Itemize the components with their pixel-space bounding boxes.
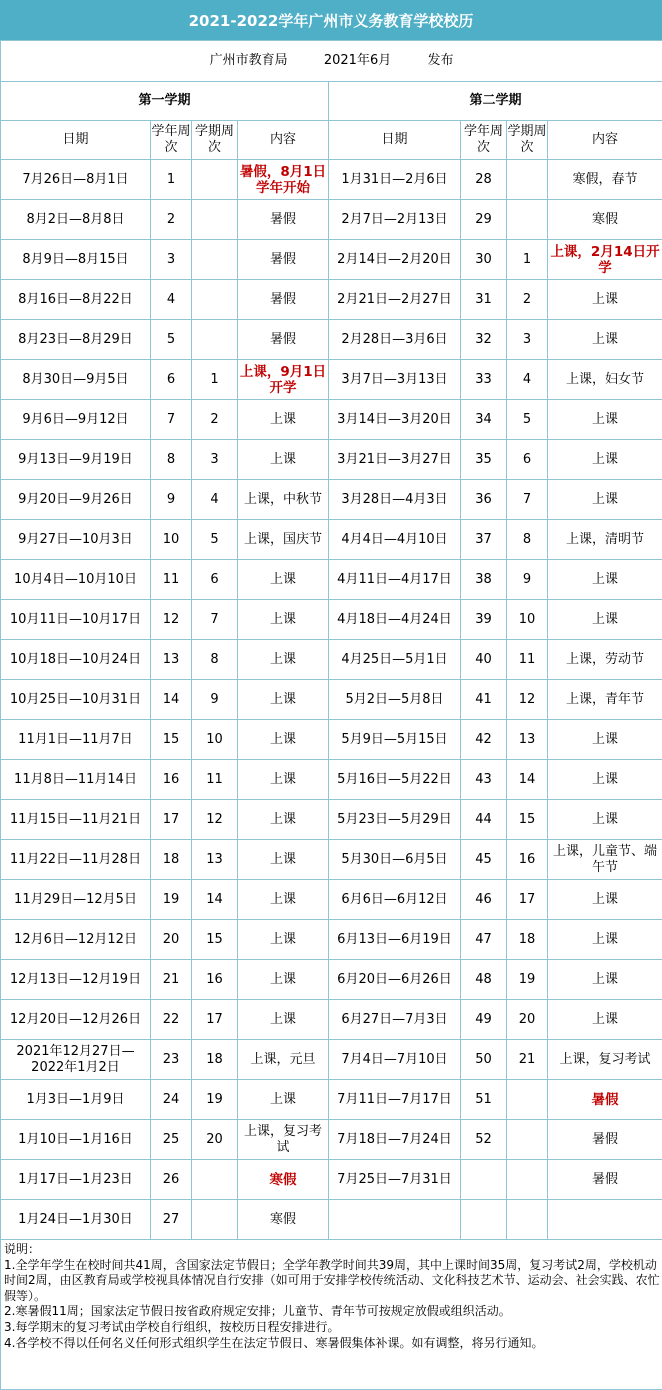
cell-content-1: 上课	[238, 720, 329, 760]
cell-date-1: 10月25日—10月31日	[1, 680, 151, 720]
cell-school-week-1: 4	[151, 280, 192, 320]
cell-content-1: 上课，元旦	[238, 1040, 329, 1080]
cell-content-1: 上课	[238, 600, 329, 640]
cell-content-2: 上课	[548, 600, 662, 640]
cell-school-week-1: 19	[151, 880, 192, 920]
cell-date-2: 4月25日—5月1日	[329, 640, 461, 680]
cell-date-1: 1月3日—1月9日	[1, 1080, 151, 1120]
col-content-1: 内容	[238, 121, 329, 160]
cell-term-week-2: 5	[507, 400, 548, 440]
cell-content-1: 寒假	[238, 1160, 329, 1200]
cell-term-week-2: 11	[507, 640, 548, 680]
cell-school-week-2: 32	[461, 320, 507, 360]
cell-content-1: 暑假，8月1日学年开始	[238, 160, 329, 200]
cell-content-1: 上课，复习考试	[238, 1120, 329, 1160]
cell-content-1: 寒假	[238, 1200, 329, 1240]
cell-content-1: 上课	[238, 1000, 329, 1040]
cell-term-week-1: 2	[192, 400, 238, 440]
cell-school-week-2: 38	[461, 560, 507, 600]
cell-date-2: 7月18日—7月24日	[329, 1120, 461, 1160]
cell-content-1: 上课	[238, 960, 329, 1000]
cell-school-week-2: 49	[461, 1000, 507, 1040]
cell-term-week-2: 1	[507, 240, 548, 280]
cell-date-1: 8月9日—8月15日	[1, 240, 151, 280]
cell-term-week-2: 21	[507, 1040, 548, 1080]
cell-date-2: 6月6日—6月12日	[329, 880, 461, 920]
cell-date-2: 7月4日—7月10日	[329, 1040, 461, 1080]
cell-content-1: 上课	[238, 440, 329, 480]
cell-content-1: 上课	[238, 880, 329, 920]
cell-term-week-2: 13	[507, 720, 548, 760]
cell-term-week-2	[507, 1160, 548, 1200]
cell-school-week-1: 7	[151, 400, 192, 440]
cell-school-week-1: 27	[151, 1200, 192, 1240]
cell-term-week-2: 18	[507, 920, 548, 960]
cell-date-2: 3月14日—3月20日	[329, 400, 461, 440]
cell-date-2: 2月28日—3月6日	[329, 320, 461, 360]
cell-content-2: 上课，复习考试	[548, 1040, 662, 1080]
cell-school-week-2: 30	[461, 240, 507, 280]
cell-school-week-1: 9	[151, 480, 192, 520]
table-row	[1, 840, 662, 880]
cell-content-1: 暑假	[238, 320, 329, 360]
cell-term-week-1: 18	[192, 1040, 238, 1080]
cell-school-week-2: 37	[461, 520, 507, 560]
cell-date-1: 1月24日—1月30日	[1, 1200, 151, 1240]
cell-school-week-2: 44	[461, 800, 507, 840]
cell-date-1: 12月13日—12月19日	[1, 960, 151, 1000]
cell-date-1: 7月26日—8月1日	[1, 160, 151, 200]
cell-date-1: 10月11日—10月17日	[1, 600, 151, 640]
cell-term-week-2: 12	[507, 680, 548, 720]
table-row	[1, 920, 662, 960]
table-row	[1, 600, 662, 640]
cell-term-week-1: 14	[192, 880, 238, 920]
cell-date-2: 7月25日—7月31日	[329, 1160, 461, 1200]
cell-content-1: 上课	[238, 920, 329, 960]
table-row	[1, 1000, 662, 1040]
cell-date-1: 1月10日—1月16日	[1, 1120, 151, 1160]
cell-school-week-2: 51	[461, 1080, 507, 1120]
cell-content-1: 上课	[238, 1080, 329, 1120]
note-item: 1.全学年学生在校时间共41周，含国家法定节假日；全学年教学时间共39周，其中上课时间35周，复习考试2周，学校机动时间2周，由区教育局或学校视具体情况自行安排（如可用于安排学校传统活动、文化科技艺术节、运动会、社会实践、农忙假等）。	[4, 1258, 660, 1305]
cell-term-week-2	[507, 1080, 548, 1120]
cell-content-2: 上课	[548, 800, 662, 840]
cell-school-week-2: 45	[461, 840, 507, 880]
cell-school-week-1: 1	[151, 160, 192, 200]
note-item: 4.各学校不得以任何名义任何形式组织学生在法定节假日、寒暑假集体补课。如有调整，将另行通知。	[4, 1336, 660, 1352]
cell-term-week-1	[192, 1200, 238, 1240]
cell-term-week-1: 17	[192, 1000, 238, 1040]
cell-school-week-2: 52	[461, 1120, 507, 1160]
table-row	[1, 1040, 662, 1080]
cell-date-1: 11月22日—11月28日	[1, 840, 151, 880]
cell-school-week-1: 26	[151, 1160, 192, 1200]
table-row	[1, 400, 662, 440]
cell-term-week-1: 4	[192, 480, 238, 520]
cell-date-2: 3月7日—3月13日	[329, 360, 461, 400]
cell-date-1: 11月29日—12月5日	[1, 880, 151, 920]
cell-content-1: 上课	[238, 560, 329, 600]
cell-school-week-1: 3	[151, 240, 192, 280]
col-date-2: 日期	[329, 121, 461, 160]
cell-term-week-1	[192, 200, 238, 240]
note-item: 2.寒暑假11周；国家法定节假日按省政府规定安排；儿童节、青年节可按规定放假或组织活动。	[4, 1304, 660, 1320]
cell-term-week-2: 15	[507, 800, 548, 840]
semester-header-row	[1, 82, 662, 121]
cell-date-1: 8月23日—8月29日	[1, 320, 151, 360]
cell-content-1: 上课	[238, 400, 329, 440]
cell-date-2: 3月28日—4月3日	[329, 480, 461, 520]
cell-date-1: 11月15日—11月21日	[1, 800, 151, 840]
cell-school-week-1: 11	[151, 560, 192, 600]
cell-content-2: 上课	[548, 440, 662, 480]
notes-heading: 说明：	[4, 1242, 660, 1258]
table-row	[1, 240, 662, 280]
cell-school-week-2: 47	[461, 920, 507, 960]
cell-term-week-2: 7	[507, 480, 548, 520]
cell-term-week-1: 16	[192, 960, 238, 1000]
cell-term-week-1: 1	[192, 360, 238, 400]
cell-school-week-2: 40	[461, 640, 507, 680]
cell-date-1: 9月13日—9月19日	[1, 440, 151, 480]
cell-term-week-2: 19	[507, 960, 548, 1000]
cell-school-week-1: 2	[151, 200, 192, 240]
cell-term-week-1	[192, 160, 238, 200]
first-semester-header: 第一学期	[1, 82, 329, 121]
cell-school-week-1: 14	[151, 680, 192, 720]
cell-school-week-2: 46	[461, 880, 507, 920]
cell-content-1: 上课	[238, 760, 329, 800]
cell-term-week-2: 9	[507, 560, 548, 600]
cell-term-week-1	[192, 240, 238, 280]
cell-content-2: 上课，青年节	[548, 680, 662, 720]
cell-content-2: 上课	[548, 560, 662, 600]
cell-term-week-2	[507, 1120, 548, 1160]
cell-content-2: 上课	[548, 880, 662, 920]
cell-term-week-1	[192, 1160, 238, 1200]
cell-term-week-2: 14	[507, 760, 548, 800]
cell-term-week-1: 8	[192, 640, 238, 680]
cell-date-2: 4月18日—4月24日	[329, 600, 461, 640]
cell-date-1: 10月18日—10月24日	[1, 640, 151, 680]
col-content-2: 内容	[548, 121, 662, 160]
col-school-week-2: 学年周次	[461, 121, 507, 160]
cell-school-week-1: 6	[151, 360, 192, 400]
cell-content-1: 上课，国庆节	[238, 520, 329, 560]
cell-date-2: 3月21日—3月27日	[329, 440, 461, 480]
cell-term-week-2: 10	[507, 600, 548, 640]
cell-school-week-2: 42	[461, 720, 507, 760]
cell-date-2: 2月7日—2月13日	[329, 200, 461, 240]
cell-date-1: 8月2日—8月8日	[1, 200, 151, 240]
cell-term-week-1: 5	[192, 520, 238, 560]
second-semester-header: 第二学期	[329, 82, 662, 121]
cell-content-2: 上课，儿童节、端午节	[548, 840, 662, 880]
table-row	[1, 800, 662, 840]
cell-date-2: 6月27日—7月3日	[329, 1000, 461, 1040]
cell-term-week-1: 15	[192, 920, 238, 960]
cell-term-week-1	[192, 280, 238, 320]
publisher-row	[1, 41, 662, 82]
cell-date-2	[329, 1200, 461, 1240]
table-row	[1, 440, 662, 480]
cell-school-week-1: 12	[151, 600, 192, 640]
table-row	[1, 760, 662, 800]
school-calendar-table	[0, 40, 662, 1240]
cell-term-week-2: 8	[507, 520, 548, 560]
cell-content-2: 上课	[548, 920, 662, 960]
cell-content-2: 上课	[548, 320, 662, 360]
cell-content-2: 上课	[548, 1000, 662, 1040]
cell-term-week-2	[507, 1200, 548, 1240]
cell-content-2: 暑假	[548, 1080, 662, 1120]
cell-school-week-1: 22	[151, 1000, 192, 1040]
cell-term-week-1: 20	[192, 1120, 238, 1160]
cell-date-2: 4月4日—4月10日	[329, 520, 461, 560]
cell-content-2: 上课，2月14日开学	[548, 240, 662, 280]
publisher-org: 广州市教育局	[210, 53, 288, 69]
cell-content-2: 暑假	[548, 1160, 662, 1200]
cell-term-week-2	[507, 160, 548, 200]
cell-school-week-2: 28	[461, 160, 507, 200]
cell-content-2: 上课	[548, 280, 662, 320]
cell-school-week-2	[461, 1200, 507, 1240]
cell-school-week-1: 23	[151, 1040, 192, 1080]
table-row	[1, 480, 662, 520]
cell-content-1: 暑假	[238, 200, 329, 240]
cell-term-week-2: 17	[507, 880, 548, 920]
cell-date-1: 2021年12月27日—2022年1月2日	[1, 1040, 151, 1080]
cell-school-week-1: 24	[151, 1080, 192, 1120]
cell-content-2: 上课	[548, 720, 662, 760]
cell-content-2: 上课	[548, 480, 662, 520]
cell-content-2: 上课	[548, 760, 662, 800]
cell-content-1: 暑假	[238, 240, 329, 280]
cell-term-week-1: 11	[192, 760, 238, 800]
cell-date-1: 8月30日—9月5日	[1, 360, 151, 400]
cell-school-week-1: 15	[151, 720, 192, 760]
cell-date-2: 2月14日—2月20日	[329, 240, 461, 280]
cell-content-1: 暑假	[238, 280, 329, 320]
cell-school-week-1: 21	[151, 960, 192, 1000]
cell-term-week-1: 7	[192, 600, 238, 640]
note-item: 3.每学期末的复习考试由学校自行组织，按校历日程安排进行。	[4, 1320, 660, 1336]
cell-school-week-1: 18	[151, 840, 192, 880]
cell-school-week-1: 20	[151, 920, 192, 960]
cell-school-week-1: 25	[151, 1120, 192, 1160]
cell-term-week-1: 12	[192, 800, 238, 840]
cell-date-2: 2月21日—2月27日	[329, 280, 461, 320]
cell-date-2: 6月13日—6月19日	[329, 920, 461, 960]
cell-date-2: 5月30日—6月5日	[329, 840, 461, 880]
col-date-1: 日期	[1, 121, 151, 160]
cell-school-week-2: 29	[461, 200, 507, 240]
cell-term-week-1: 19	[192, 1080, 238, 1120]
cell-term-week-1: 13	[192, 840, 238, 880]
cell-term-week-1: 6	[192, 560, 238, 600]
cell-content-2: 上课，妇女节	[548, 360, 662, 400]
table-row	[1, 320, 662, 360]
cell-school-week-1: 8	[151, 440, 192, 480]
cell-term-week-1: 9	[192, 680, 238, 720]
cell-date-2: 5月9日—5月15日	[329, 720, 461, 760]
cell-date-1: 9月27日—10月3日	[1, 520, 151, 560]
cell-date-2: 7月11日—7月17日	[329, 1080, 461, 1120]
cell-content-2	[548, 1200, 662, 1240]
table-row	[1, 960, 662, 1000]
cell-school-week-2: 34	[461, 400, 507, 440]
col-school-week-1: 学年周次	[151, 121, 192, 160]
cell-term-week-2	[507, 200, 548, 240]
cell-content-1: 上课	[238, 680, 329, 720]
cell-school-week-2: 39	[461, 600, 507, 640]
cell-content-1: 上课	[238, 640, 329, 680]
cell-content-1: 上课，9月1日开学	[238, 360, 329, 400]
table-row	[1, 360, 662, 400]
publish-action: 发布	[428, 53, 454, 69]
cell-term-week-2: 16	[507, 840, 548, 880]
cell-school-week-1: 13	[151, 640, 192, 680]
table-row	[1, 520, 662, 560]
cell-date-1: 11月1日—11月7日	[1, 720, 151, 760]
cell-school-week-1: 16	[151, 760, 192, 800]
cell-term-week-2: 4	[507, 360, 548, 400]
cell-content-1: 上课	[238, 800, 329, 840]
cell-school-week-2: 31	[461, 280, 507, 320]
table-row	[1, 680, 662, 720]
cell-date-1: 10月4日—10月10日	[1, 560, 151, 600]
cell-school-week-2: 36	[461, 480, 507, 520]
cell-term-week-1: 10	[192, 720, 238, 760]
cell-date-1: 12月20日—12月26日	[1, 1000, 151, 1040]
cell-school-week-2: 35	[461, 440, 507, 480]
cell-content-2: 上课，清明节	[548, 520, 662, 560]
cell-term-week-2: 6	[507, 440, 548, 480]
cell-content-2: 寒假	[548, 200, 662, 240]
cell-date-1: 9月20日—9月26日	[1, 480, 151, 520]
cell-content-2: 上课	[548, 400, 662, 440]
cell-term-week-1: 3	[192, 440, 238, 480]
table-row	[1, 1200, 662, 1240]
cell-content-2: 寒假，春节	[548, 160, 662, 200]
cell-school-week-2: 50	[461, 1040, 507, 1080]
table-row	[1, 160, 662, 200]
table-row	[1, 640, 662, 680]
table-row	[1, 1120, 662, 1160]
cell-date-1: 12月6日—12月12日	[1, 920, 151, 960]
cell-school-week-1: 17	[151, 800, 192, 840]
cell-school-week-1: 5	[151, 320, 192, 360]
cell-content-2: 上课，劳动节	[548, 640, 662, 680]
col-term-week-1: 学期周次	[192, 121, 238, 160]
cell-content-2: 暑假	[548, 1120, 662, 1160]
cell-school-week-1: 10	[151, 520, 192, 560]
cell-date-1: 11月8日—11月14日	[1, 760, 151, 800]
cell-school-week-2	[461, 1160, 507, 1200]
table-row	[1, 560, 662, 600]
cell-date-2: 1月31日—2月6日	[329, 160, 461, 200]
cell-content-2: 上课	[548, 960, 662, 1000]
cell-term-week-2: 20	[507, 1000, 548, 1040]
cell-date-2: 5月16日—5月22日	[329, 760, 461, 800]
cell-date-1: 1月17日—1月23日	[1, 1160, 151, 1200]
table-row	[1, 280, 662, 320]
table-row	[1, 1080, 662, 1120]
cell-school-week-2: 43	[461, 760, 507, 800]
cell-school-week-2: 48	[461, 960, 507, 1000]
cell-school-week-2: 41	[461, 680, 507, 720]
table-row	[1, 720, 662, 760]
cell-content-1: 上课	[238, 840, 329, 880]
cell-date-2: 4月11日—4月17日	[329, 560, 461, 600]
cell-date-1: 9月6日—9月12日	[1, 400, 151, 440]
calendar-title: 2021-2022学年广州市义务教育学校校历	[0, 0, 662, 40]
cell-school-week-2: 33	[461, 360, 507, 400]
table-row	[1, 880, 662, 920]
col-term-week-2: 学期周次	[507, 121, 548, 160]
cell-content-1: 上课，中秋节	[238, 480, 329, 520]
table-row	[1, 1160, 662, 1200]
cell-date-2: 5月2日—5月8日	[329, 680, 461, 720]
notes-section	[0, 1240, 662, 1390]
cell-term-week-2: 2	[507, 280, 548, 320]
cell-term-week-2: 3	[507, 320, 548, 360]
cell-date-1: 8月16日—8月22日	[1, 280, 151, 320]
cell-date-2: 5月23日—5月29日	[329, 800, 461, 840]
cell-term-week-1	[192, 320, 238, 360]
cell-date-2: 6月20日—6月26日	[329, 960, 461, 1000]
publish-date: 2021年6月	[324, 53, 391, 69]
column-header-row	[1, 121, 662, 160]
table-row	[1, 200, 662, 240]
